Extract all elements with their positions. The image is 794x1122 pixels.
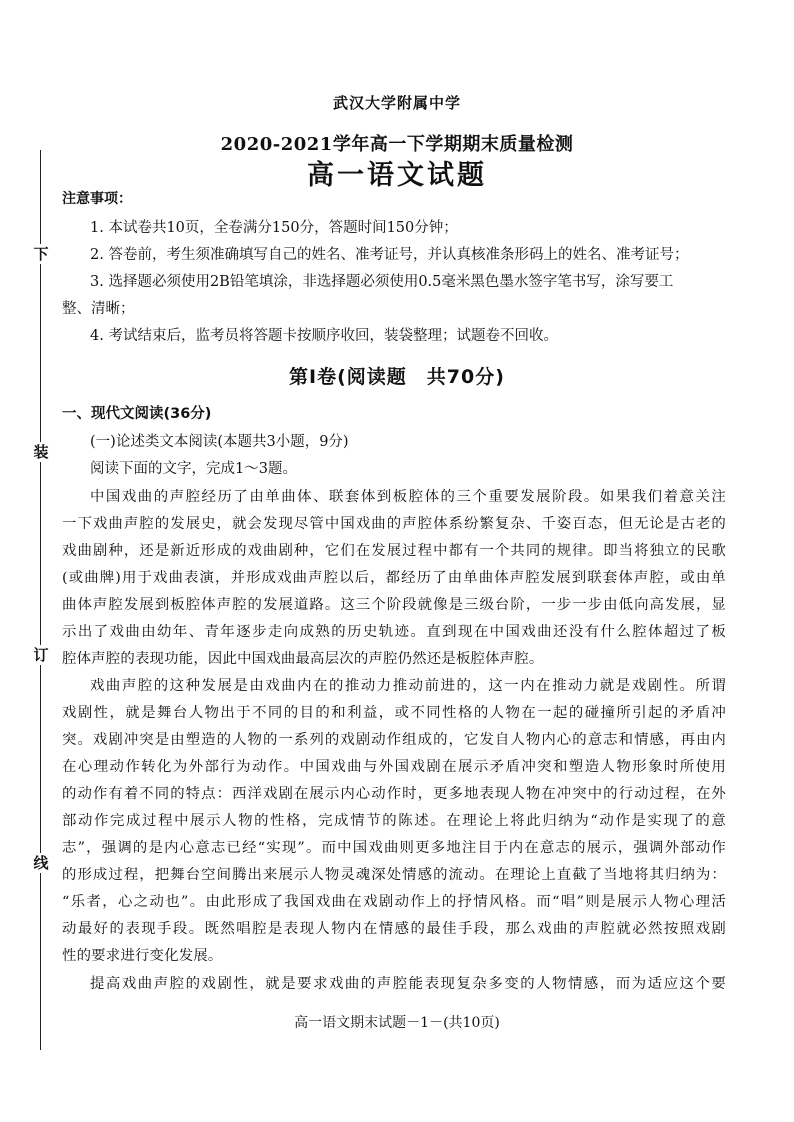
binding-label-xia: 下 [33,245,49,263]
passage-line: 曲体声腔发展到板腔体声腔的发展道路。这三个阶段就像是三级台阶，一步一步由低向高发展，显 [62,597,726,613]
binding-label-zhuang: 装 [33,443,49,461]
passage-line: 动最好的表现手段。既然唱腔是表现人物内在情感的最佳手段，那么戏曲的声腔就必然按照戏剧 [62,921,726,937]
passage-line: 突。戏剧冲突是由塑造的人物的一系列的戏剧动作组成的，它发自人物内心的意志和情感，再由内 [62,732,726,748]
passage-line: 戏曲剧种，还是新近形成的戏曲剧种，它们在发展过程中都有一个共同的规律。即当将独立的民歌 [62,543,726,559]
passage-line: 提高戏曲声腔的戏剧性，就是要求戏曲的声腔能表现复杂多变的人物情感，而为适应这个要 [90,976,726,992]
page-footer: 高一语文期末试题－1－(共10页) [294,1015,500,1031]
passage-line: 戏曲声腔的这种发展是由戏曲内在的推动力推动前进的，这一内在推动力就是戏剧性。所谓 [90,678,726,694]
binding-label-xian: 线 [33,854,49,872]
reading-instruction: 阅读下面的文字，完成1～3题。 [90,461,297,477]
passage-line: 戏剧性，就是舞台人物出于不同的目的和利益，或不同性格的人物在一起的碰撞所引起的矛盾冲 [62,705,726,721]
passage-line: 腔体声腔的表现功能，因此中国戏曲最高层次的声腔仍然还是板腔体声腔。 [62,651,544,667]
part-heading: 一、现代文阅读(36分) [62,406,212,422]
note-item: 3. 选择题必须使用2B铅笔填涂，非选择题必须使用0.5毫米黑色墨水签字笔书写，涂写要工 [90,274,674,290]
note-item-continued: 整、清晰； [62,301,135,317]
passage-line: (或曲牌)用于戏曲表演，并形成戏曲声腔以后，都经历了由单曲体声腔发展到联套体声腔，或由单 [62,570,726,586]
binding-label-ding: 订 [33,646,49,664]
exam-title: 2020-2021学年高一下学期期末质量检测 [220,134,574,155]
passage-line: 中国戏曲的声腔经历了由单曲体、联套体到板腔体的三个重要发展阶段。如果我们着意关注 [90,489,726,505]
binding-line [40,150,41,1050]
school-name: 武汉大学附属中学 [332,94,461,112]
notes-title: 注意事项： [62,191,132,207]
subpart-heading: (一)论述类文本阅读(本题共3小题，9分) [90,434,349,450]
note-item: 4. 考试结束后，监考员将答题卡按顺序收回，装袋整理；试题卷不回收。 [90,328,558,344]
passage-line: 在心理动作转化为外部行为动作。中国戏曲与外国戏剧在展示矛盾冲突和塑造人物形象时所使用 [62,759,726,775]
passage-line: 示出了戏曲由幼年、青年逐步走向成熟的历史轨迹。直到现在中国戏曲还没有什么腔体超过了板 [62,624,726,640]
passage-line: “乐者，心之动也”。由此形成了我国戏曲在戏剧动作上的抒情风格。而“唱”则是展示人物心理活 [62,894,726,910]
passage-line: 的动作有着不同的特点：西洋戏剧在展示内心动作时，更多地表现人物在冲突中的行动过程，在外 [62,786,726,802]
passage-line: 性的要求进行变化发展。 [62,948,223,964]
passage-line: 一下戏曲声腔的发展史，就会发现尽管中国戏曲的声腔体系纷繁复杂、千姿百态，但无论是古老的 [62,516,726,532]
passage-line: 志”，强调的是内心意志已经“实现”。而中国戏曲则更多地注目于内在意志的展示，强调外部动作 [62,840,726,856]
passage-line: 部动作完成过程中展示人物的性格，完成情节的陈述。在理论上将此归纳为“动作是实现了的意 [62,813,726,829]
passage-line: 的形成过程，把舞台空间腾出来展示人物灵魂深处情感的流动。在理论上直截了当地将其归纳为： [62,867,726,883]
note-item: 1. 本试卷共10页，全卷满分150分，答题时间150分钟； [90,220,458,236]
note-item: 2. 答卷前，考生须准确填写自己的姓名、准考证号，并认真核准条形码上的姓名、准考证号； [90,247,689,263]
section-title: 第Ⅰ卷(阅读题 共70分) [289,366,505,388]
subject-title: 高一语文试题 [307,160,487,191]
